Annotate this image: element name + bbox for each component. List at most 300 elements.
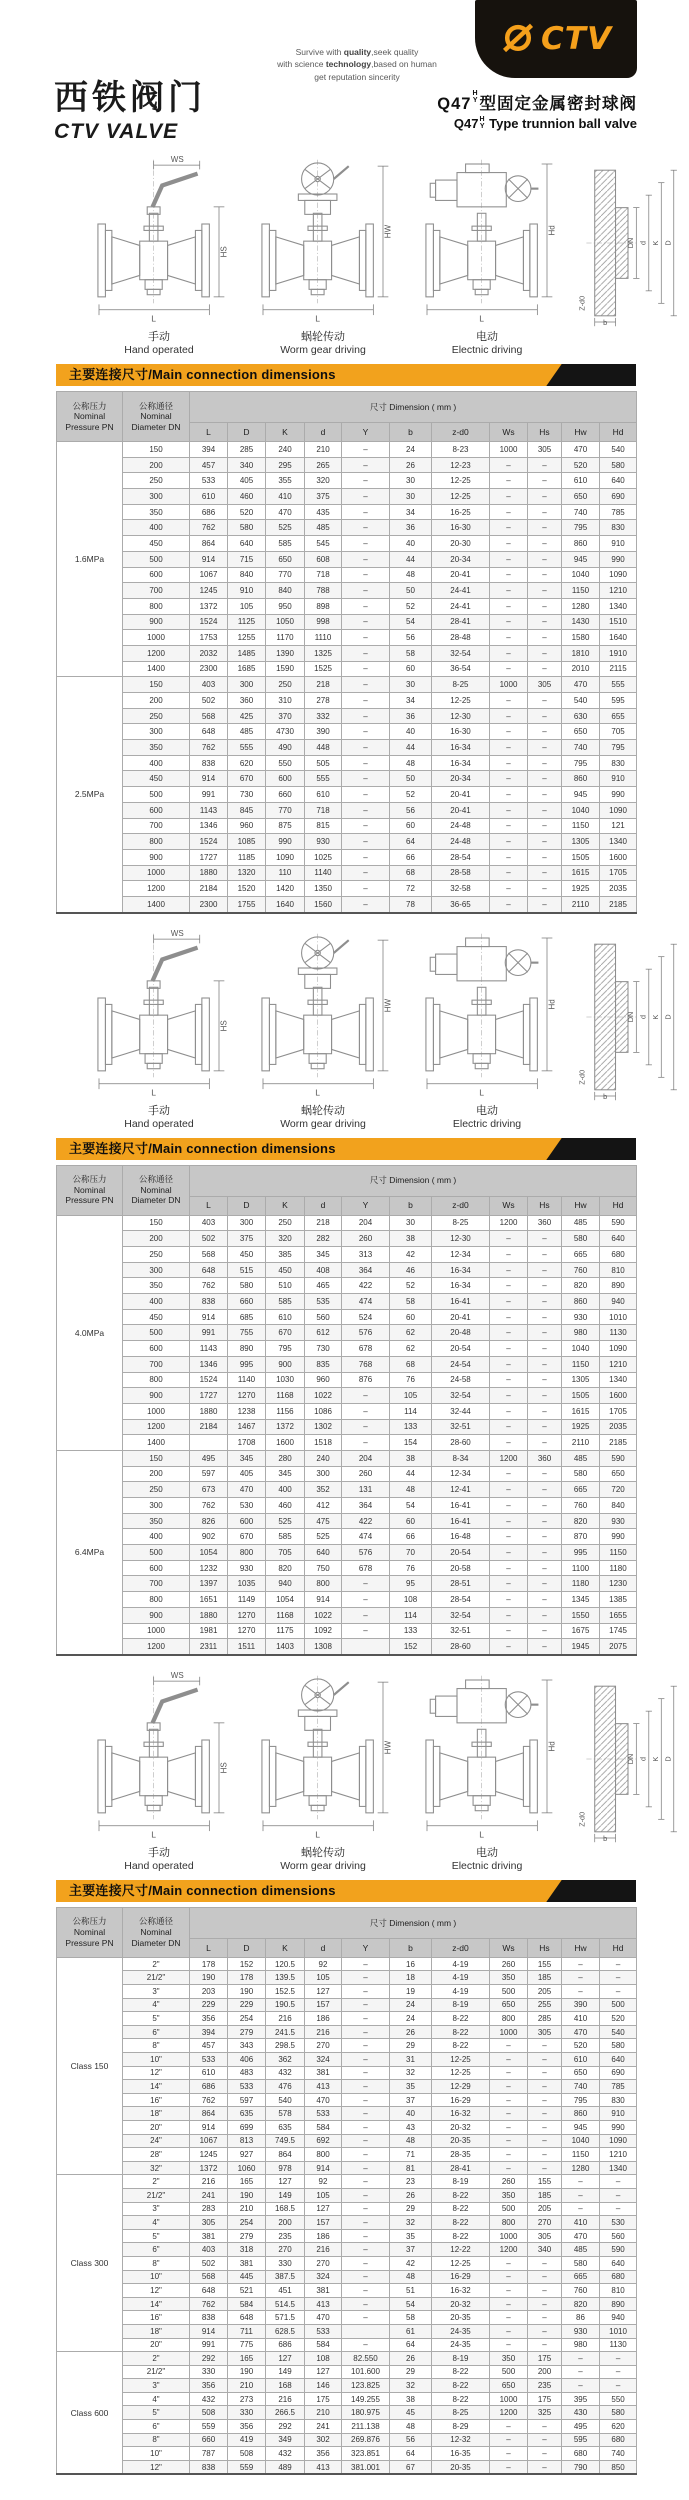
- table-cell: 1010: [600, 1309, 637, 1325]
- table-cell: 12-34: [432, 1466, 490, 1482]
- table-row: [57, 2202, 637, 2216]
- table-cell: –: [490, 896, 528, 912]
- table-row: [57, 2392, 637, 2406]
- table-cell: –: [342, 677, 390, 693]
- table-cell: 1685: [228, 661, 266, 677]
- table-cell: 1110: [305, 630, 342, 646]
- table-cell: –: [490, 2420, 528, 2434]
- svg-text:K: K: [651, 240, 661, 246]
- table-cell: 1143: [190, 802, 228, 818]
- table-row: [57, 881, 637, 897]
- table-cell: 12-30: [432, 1231, 490, 1247]
- model-suffix-bottom: Y: [472, 97, 479, 105]
- table-cell: –: [490, 802, 528, 818]
- table-cell: 890: [600, 1278, 637, 1294]
- column-header: z-d0: [432, 1196, 490, 1215]
- table-cell: –: [528, 834, 562, 850]
- table-cell: 343: [228, 2039, 266, 2053]
- section-pn40-pn64: [56, 914, 673, 1656]
- svg-text:b: b: [603, 1834, 608, 1844]
- worm-gear-drawing: [248, 926, 398, 1130]
- table-cell: –: [528, 598, 562, 614]
- drawing-label-en: Worm gear driving: [280, 1117, 366, 1130]
- drawing-label-en: Worm gear driving: [280, 344, 366, 356]
- table-cell: 483: [228, 2066, 266, 2080]
- table-cell: –: [342, 849, 390, 865]
- table-cell: 533: [305, 2107, 342, 2121]
- table-cell: 28-54: [432, 849, 490, 865]
- table-cell: 1143: [190, 1341, 228, 1357]
- table-cell: 445: [228, 2270, 266, 2284]
- table-cell: –: [342, 551, 390, 567]
- table-cell: –: [490, 2256, 528, 2270]
- table-cell: 1245: [190, 2148, 228, 2162]
- table-cell: 364: [342, 1498, 390, 1514]
- table-cell: 1230: [600, 1576, 637, 1592]
- table-cell: 980: [562, 2338, 600, 2352]
- svg-text:DN: DN: [626, 1753, 636, 1765]
- table-cell: 216: [266, 2392, 305, 2406]
- hand-operated-drawing: [84, 152, 234, 356]
- table-row: [57, 1419, 637, 1435]
- table-cell: –: [342, 2202, 390, 2216]
- table-cell: 20-54: [432, 1341, 490, 1357]
- table-cell: 670: [228, 771, 266, 787]
- table-cell: 910: [600, 2107, 637, 2121]
- table-row: [57, 1247, 637, 1263]
- table-cell: 250: [123, 708, 190, 724]
- table-cell: 52: [390, 598, 432, 614]
- table-row: [57, 1607, 637, 1623]
- table-row: [57, 630, 637, 646]
- table-cell: 8-22: [432, 2039, 490, 2053]
- table-cell: 762: [190, 1278, 228, 1294]
- table-row: [57, 2460, 637, 2474]
- table-cell: 1346: [190, 818, 228, 834]
- table-cell: –: [490, 2066, 528, 2080]
- product-title-english: [437, 116, 637, 131]
- table-cell: 650: [600, 1466, 637, 1482]
- svg-text:Z-d0: Z-d0: [577, 1069, 587, 1085]
- column-header: b: [390, 423, 432, 442]
- table-cell: 254: [228, 2012, 266, 2026]
- table-cell: 20": [123, 2121, 190, 2135]
- table-cell: 48: [390, 2420, 432, 2434]
- table-row: [57, 1576, 637, 1592]
- column-header: Y: [342, 1196, 390, 1215]
- column-header: d: [305, 1196, 342, 1215]
- table-cell: 940: [600, 1294, 637, 1310]
- table-row: [57, 1388, 637, 1404]
- table-cell: 12-25: [432, 693, 490, 709]
- table-cell: 559: [228, 2460, 266, 2474]
- table-cell: 600: [123, 567, 190, 583]
- table-cell: 720: [600, 1482, 637, 1498]
- column-header: Ws: [490, 1196, 528, 1215]
- table-cell: 580: [562, 1466, 600, 1482]
- table-cell: 292: [266, 2420, 305, 2434]
- table-cell: 991: [190, 787, 228, 803]
- svg-text:K: K: [651, 1014, 661, 1020]
- table-cell: –: [600, 2188, 637, 2202]
- table-cell: 70: [390, 1545, 432, 1561]
- hand-valve-schematic: [84, 926, 234, 1100]
- table-cell: –: [528, 1388, 562, 1404]
- table-cell: 403: [190, 1215, 228, 1231]
- table-cell: 283: [190, 2202, 228, 2216]
- table-cell: 991: [190, 1325, 228, 1341]
- table-row: [57, 442, 637, 458]
- table-cell: 364: [342, 1262, 390, 1278]
- table-cell: 1000: [490, 2392, 528, 2406]
- table-cell: 1156: [266, 1403, 305, 1419]
- table-cell: 241.5: [266, 2025, 305, 2039]
- table-cell: 16-34: [432, 740, 490, 756]
- table-cell: 930: [600, 1513, 637, 1529]
- table-cell: –: [528, 1247, 562, 1263]
- table-cell: 40: [390, 724, 432, 740]
- table-cell: 149.255: [342, 2392, 390, 2406]
- table-cell: 762: [190, 2297, 228, 2311]
- table-cell: –: [490, 865, 528, 881]
- table-cell: 16-32: [432, 2284, 490, 2298]
- table-cell: –: [342, 489, 390, 505]
- table-cell: –: [490, 2161, 528, 2175]
- table-cell: 28-51: [432, 1576, 490, 1592]
- table-cell: 54: [390, 1498, 432, 1514]
- table-cell: –: [528, 2107, 562, 2121]
- table-cell: 980: [562, 1325, 600, 1341]
- table-cell: 40: [390, 536, 432, 552]
- table-cell: 680: [562, 2447, 600, 2461]
- table-cell: 1550: [562, 1607, 600, 1623]
- table-cell: 1655: [600, 1607, 637, 1623]
- svg-text:DN: DN: [626, 237, 636, 249]
- table-cell: 4-19: [432, 1985, 490, 1999]
- table-cell: 410: [562, 2216, 600, 2230]
- table-cell: 1040: [562, 802, 600, 818]
- table-cell: 768: [342, 1356, 390, 1372]
- table-cell: 660: [266, 787, 305, 803]
- table-cell: –: [528, 2053, 562, 2067]
- table-cell: –: [342, 645, 390, 661]
- table-cell: 430: [562, 2406, 600, 2420]
- table-cell: 914: [305, 1592, 342, 1608]
- table-cell: 300: [228, 677, 266, 693]
- table-cell: 1350: [305, 881, 342, 897]
- table-cell: –: [490, 645, 528, 661]
- table-cell: –: [490, 2134, 528, 2148]
- table-cell: 300: [123, 1262, 190, 1278]
- table-cell: 648: [190, 724, 228, 740]
- table-cell: –: [528, 2433, 562, 2447]
- ctv-swoosh-icon: [500, 19, 536, 60]
- diameter-column-header: 公称通径 Nominal Diameter DN: [123, 392, 190, 442]
- ctv-logo-text: CTV: [541, 21, 612, 57]
- table-cell: –: [528, 457, 562, 473]
- table-cell: 470: [305, 2093, 342, 2107]
- table-cell: 422: [342, 1278, 390, 1294]
- table-cell: 108: [390, 1592, 432, 1608]
- table-cell: 914: [190, 1309, 228, 1325]
- table-cell: 470: [305, 2311, 342, 2325]
- table-cell: –: [342, 536, 390, 552]
- table-cell: 787: [190, 2447, 228, 2461]
- table-cell: 914: [190, 551, 228, 567]
- table-cell: 381: [305, 2066, 342, 2080]
- table-cell: 16-25: [432, 504, 490, 520]
- hand-valve-schematic: [84, 1668, 234, 1842]
- table-cell: 8": [123, 2433, 190, 2447]
- table-cell: –: [528, 2066, 562, 2080]
- table-cell: –: [600, 2379, 637, 2393]
- column-header: Y: [342, 423, 390, 442]
- table-cell: –: [528, 2148, 562, 2162]
- table-cell: 755: [228, 1325, 266, 1341]
- table-cell: –: [490, 724, 528, 740]
- table-cell: 295: [266, 457, 305, 473]
- table-cell: 92: [305, 1957, 342, 1971]
- table-cell: 76: [390, 1372, 432, 1388]
- valve-drawings-row: [56, 914, 673, 1132]
- table-cell: 610: [266, 1309, 305, 1325]
- table-cell: 648: [190, 2284, 228, 2298]
- table-cell: 890: [600, 2297, 637, 2311]
- table-cell: –: [528, 583, 562, 599]
- table-cell: –: [342, 818, 390, 834]
- table-cell: 1524: [190, 834, 228, 850]
- table-row: [57, 818, 637, 834]
- table-row: [57, 661, 637, 677]
- table-cell: –: [600, 1957, 637, 1971]
- table-cell: 45: [390, 2406, 432, 2420]
- table-cell: 475: [305, 1513, 342, 1529]
- table-cell: 1149: [228, 1592, 266, 1608]
- table-row: [57, 1356, 637, 1372]
- table-cell: –: [342, 2284, 390, 2298]
- table-cell: 470: [228, 1482, 266, 1498]
- table-row: [57, 849, 637, 865]
- table-cell: 200: [123, 693, 190, 709]
- table-cell: 590: [600, 2243, 637, 2257]
- svg-text:d: d: [638, 1014, 648, 1019]
- table-cell: 356: [190, 2012, 228, 2026]
- table-cell: 457: [190, 457, 228, 473]
- table-cell: 1705: [600, 865, 637, 881]
- table-cell: 24: [390, 1998, 432, 2012]
- table-cell: 540: [562, 693, 600, 709]
- table-cell: –: [528, 693, 562, 709]
- brand-name-chinese: 西铁阀门: [54, 78, 206, 118]
- table-cell: –: [528, 630, 562, 646]
- table-cell: 1305: [562, 834, 600, 850]
- table-cell: 205: [528, 1985, 562, 1999]
- table-row: [57, 1560, 637, 1576]
- table-cell: 940: [600, 2311, 637, 2325]
- table-cell: 495: [562, 2420, 600, 2434]
- table-cell: –: [342, 708, 390, 724]
- table-row: [57, 520, 637, 536]
- table-cell: 4": [123, 2216, 190, 2230]
- table-cell: –: [528, 2338, 562, 2352]
- ctv-logo-box: [475, 0, 637, 78]
- table-cell: –: [528, 551, 562, 567]
- table-cell: 44: [390, 551, 432, 567]
- table-cell: 152: [228, 1957, 266, 1971]
- table-cell: 1000: [123, 1403, 190, 1419]
- table-cell: 718: [305, 802, 342, 818]
- table-cell: 26: [390, 457, 432, 473]
- table-cell: 32-51: [432, 1623, 490, 1639]
- table-cell: 20-34: [432, 551, 490, 567]
- table-cell: 36-54: [432, 661, 490, 677]
- table-cell: 405: [228, 473, 266, 489]
- column-header: Hs: [528, 423, 562, 442]
- table-cell: –: [490, 787, 528, 803]
- tagline-text: get reputation sincerity: [314, 71, 400, 82]
- table-cell: 535: [305, 1294, 342, 1310]
- table-cell: 30: [390, 677, 432, 693]
- table-cell: 1210: [600, 2148, 637, 2162]
- table-cell: 470: [562, 2025, 600, 2039]
- section-title-text: 主要连接尺寸/Main connection dimensions: [69, 1140, 336, 1156]
- table-cell: –: [528, 645, 562, 661]
- table-cell: 305: [528, 677, 562, 693]
- table-cell: 520: [228, 504, 266, 520]
- table-cell: 1090: [600, 2134, 637, 2148]
- table-cell: 58: [390, 645, 432, 661]
- table-cell: 835: [305, 1356, 342, 1372]
- table-cell: –: [342, 2297, 390, 2311]
- svg-text:Hd: Hd: [547, 225, 557, 236]
- table-cell: 260: [490, 2175, 528, 2189]
- table-cell: 680: [600, 1247, 637, 1263]
- table-cell: 945: [562, 787, 600, 803]
- table-cell: 1270: [228, 1388, 266, 1404]
- table-cell: 474: [342, 1294, 390, 1310]
- table-cell: 686: [190, 504, 228, 520]
- svg-text:L: L: [151, 1087, 157, 1098]
- table-cell: 705: [266, 1545, 305, 1561]
- hand-operated-drawing: [84, 926, 234, 1130]
- table-cell: 50: [390, 583, 432, 599]
- drawing-label-spacer: [576, 1106, 680, 1118]
- column-header: Hd: [600, 1196, 637, 1215]
- table-cell: 465: [305, 1278, 342, 1294]
- table-cell: –: [490, 2093, 528, 2107]
- table-cell: –: [562, 2352, 600, 2366]
- table-cell: 48: [390, 2134, 432, 2148]
- table-cell: –: [342, 2093, 390, 2107]
- table-cell: 42: [390, 1247, 432, 1263]
- table-cell: 12-34: [432, 1247, 490, 1263]
- table-cell: –: [490, 1247, 528, 1263]
- table-cell: –: [342, 2053, 390, 2067]
- table-cell: 190: [190, 1971, 228, 1985]
- table-cell: 127: [305, 2202, 342, 2216]
- table-cell: –: [342, 2229, 390, 2243]
- table-cell: –: [528, 2039, 562, 2053]
- table-cell: 44: [390, 1466, 432, 1482]
- table-cell: 216: [190, 2175, 228, 2189]
- table-cell: 1175: [266, 1623, 305, 1639]
- table-cell: 8-19: [432, 2175, 490, 2189]
- table-cell: –: [528, 865, 562, 881]
- table-cell: 2": [123, 1957, 190, 1971]
- table-row: [57, 1403, 637, 1419]
- table-cell: 323.851: [342, 2447, 390, 2461]
- table-cell: –: [528, 1435, 562, 1451]
- table-row: [57, 2066, 637, 2080]
- table-cell: 168.5: [266, 2202, 305, 2216]
- table-cell: 2184: [190, 1419, 228, 1435]
- table-cell: –: [528, 520, 562, 536]
- table-cell: 12-25: [432, 473, 490, 489]
- table-cell: 620: [600, 2420, 637, 2434]
- table-cell: 60: [390, 818, 432, 834]
- table-cell: 900: [123, 1388, 190, 1404]
- table-row: [57, 2161, 637, 2175]
- table-cell: 265: [305, 457, 342, 473]
- table-cell: –: [342, 2039, 390, 2053]
- worm-valve-schematic: [248, 1668, 398, 1842]
- table-cell: 12-23: [432, 457, 490, 473]
- table-cell: –: [490, 881, 528, 897]
- table-cell: 597: [190, 1466, 228, 1482]
- table-cell: 800: [228, 1545, 266, 1561]
- table-cell: 800: [123, 1592, 190, 1608]
- table-cell: 830: [600, 2093, 637, 2107]
- tagline-text: technology: [325, 59, 372, 70]
- table-row: [57, 1262, 637, 1278]
- table-cell: 28-35: [432, 2148, 490, 2162]
- column-header: Hw: [562, 423, 600, 442]
- table-cell: 502: [190, 693, 228, 709]
- table-cell: 28-58: [432, 865, 490, 881]
- table-cell: 422: [342, 1513, 390, 1529]
- table-cell: 71: [390, 2148, 432, 2162]
- table-cell: –: [490, 551, 528, 567]
- tagline-text: Survive with: [295, 47, 344, 57]
- table-cell: –: [528, 896, 562, 912]
- table-cell: –: [600, 1971, 637, 1985]
- svg-text:HW: HW: [383, 1740, 393, 1755]
- table-cell: 146: [305, 2379, 342, 2393]
- table-cell: 640: [228, 536, 266, 552]
- table-cell: 133: [390, 1623, 432, 1639]
- table-cell: –: [528, 1482, 562, 1498]
- table-cell: 830: [600, 755, 637, 771]
- table-cell: 520: [600, 2012, 637, 2026]
- table-cell: 370: [266, 708, 305, 724]
- table-cell: 500: [123, 1325, 190, 1341]
- table-cell: 927: [228, 2148, 266, 2162]
- table-cell: –: [342, 504, 390, 520]
- model-suffix-top: H: [479, 116, 485, 123]
- table-cell: 51: [390, 2284, 432, 2298]
- table-cell: 1705: [600, 1403, 637, 1419]
- table-cell: 8": [123, 2256, 190, 2270]
- table-cell: –: [342, 2134, 390, 2148]
- table-cell: –: [342, 2243, 390, 2257]
- table-cell: 1040: [562, 567, 600, 583]
- table-cell: –: [528, 771, 562, 787]
- table-cell: 24-48: [432, 818, 490, 834]
- pressure-group-label: Class 150: [57, 1957, 123, 2175]
- table-cell: 1025: [305, 849, 342, 865]
- table-cell: 686: [266, 2338, 305, 2352]
- table-cell: 1168: [266, 1388, 305, 1404]
